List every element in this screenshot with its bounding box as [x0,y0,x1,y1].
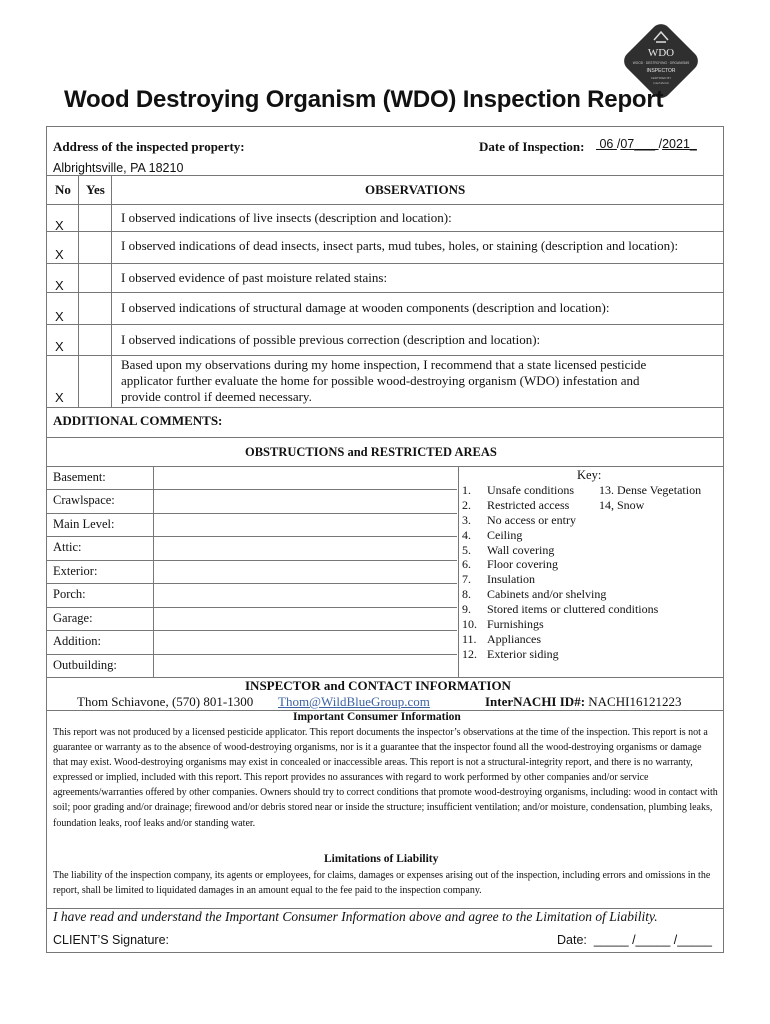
key-item: 12. Exterior siding [462,646,559,661]
divider [47,175,723,176]
key-title: Key: [577,468,602,482]
key-list [462,483,702,662]
key-item: 7. Insulation [462,572,535,587]
internachi-id [485,694,681,710]
key-item: 8. Cabinets and/or shelving [462,587,607,602]
observation-text: I observed indications of structural damage at wooden components (description and location): [121,300,610,315]
observation-text: Based upon my observations during my home inspection, I recommend that a state licensed pesticide applicator further evaluate the home for possible wood-destroying organism (WDO) infestation and provide control if deemed necessary. [121,357,647,404]
divider [47,437,723,438]
divider [47,324,723,325]
column-yes-header: Yes [86,182,105,197]
area-label: Exterior: [53,564,98,578]
area-label: Garage: [53,611,93,625]
logo-tagline: WOOD · DESTROYING · ORGANISMS [632,61,690,65]
signature-date-field[interactable]: _____ /_____ /_____ [593,933,713,947]
date-year: 2021 [662,137,690,151]
liability-text: The liability of the inspection company, its agents or employees, for claims, damages or expenses arising out of the inspection, including errors and omissions in the report, shall be limited to liquidated damages in an amount equal to the fee paid to the inspection company. [53,870,711,897]
area-label: Main Level: [53,517,115,531]
logo-small-line-2: InterNACHI [653,81,669,85]
date-day: 07 [620,137,635,151]
divider [47,489,457,490]
area-label: Attic: [53,540,82,554]
observation-text: I observed indications of dead insects, insect parts, mud tubes, holes, or staining (description and location): [121,238,679,253]
no-mark: X [55,339,64,354]
area-label: Outbuilding: [53,658,117,672]
divider [47,560,457,561]
column-divider [458,466,459,677]
divider [47,630,457,631]
area-label: Basement: [53,470,106,484]
internachi-id-value: NACHI16121223 [588,694,682,709]
no-mark: X [55,390,64,405]
divider [47,607,457,608]
page-title: Wood Destroying Organism (WDO) Inspection Report [64,86,664,113]
area-label: Addition: [53,634,101,648]
inspector-name-phone: Thom Schiavone, (570) 801-1300 [77,694,254,709]
observation-text: I observed indications of possible previous correction (description and location): [121,332,541,347]
column-divider [153,466,154,677]
column-no-header: No [55,182,71,197]
divider [47,355,723,356]
column-divider [111,175,112,407]
divider [47,407,723,408]
key-item: 4. Ceiling [462,527,523,542]
key-extra-item: 13. Dense Vegetation [599,483,702,497]
key-extra-item: 14, Snow [599,497,645,512]
divider [47,513,457,514]
key-item: 6. Floor covering [462,557,558,572]
address-value: Albrightsville, PA 18210 [53,161,184,175]
observations-heading: OBSERVATIONS [365,182,466,197]
key-item: 9. Stored items or cluttered conditions [462,602,659,617]
key-item: 11. Appliances [462,631,541,646]
consumer-info-heading: Important Consumer Information [293,711,461,723]
area-label: Crawlspace: [53,493,115,507]
divider [47,263,723,264]
key-item: 1. Unsafe conditions 13. Dense Vegetation [462,483,702,497]
divider [47,654,457,655]
column-divider [78,175,79,407]
inspection-form [46,126,724,953]
date-label: Date of Inspection: [479,139,585,154]
inspection-date: 06 /07___ /2021_ [599,137,697,151]
inspector-heading: INSPECTOR and CONTACT INFORMATION [245,678,511,693]
client-signature-label: CLIENT’S Signature: [53,933,170,947]
key-item: 3. No access or entry [462,512,576,527]
inspector-email-link[interactable]: Thom@WildBlueGroup.com [278,694,430,709]
logo-main-text: WDO [647,47,675,59]
no-mark: X [55,247,64,262]
internachi-id-label: InterNACHI ID#: [485,694,586,709]
signature-date [557,933,712,947]
divider [47,231,723,232]
observation-text: I observed indications of live insects (description and location): [121,210,452,225]
divider [47,292,723,293]
key-item: 10. Furnishings [462,617,544,632]
divider [47,466,723,467]
key-item: 5. Wall covering [462,542,555,557]
no-mark: X [55,278,64,293]
liability-heading: Limitations of Liability [324,853,439,865]
area-label: Porch: [53,587,86,601]
obstructions-heading: OBSTRUCTIONS and RESTRICTED AREAS [245,445,497,459]
key-item: 2. Restricted access 14, Snow [462,497,645,512]
address-label: Address of the inspected property: [53,139,245,154]
no-mark: X [55,309,64,324]
logo-small-line-1: CERTIFIED BY [650,76,672,80]
consumer-info-text: This report was not produced by a licensed pesticide applicator. This report documents the inspector’s observations at the time of the inspection. This report is not a guarantee or warranty as to the absence of wood-destroying organisms, nor is it a guarantee that the inspector found all the wood-destroying organisms or damage that may exist. Wood-destroying organisms may exist in concealed or inaccessible areas. This report is not a structural-integrity report, and there is no warranty, expressed or implied, included with this report. This report provides no assurances with regard to work performed by other companies and/or service agreements/warranties offered by other companies. Owners should try to correct conditions that promote wood-destroying organisms, including: wood in contact with soil; poor grading and/or drainage; firewood and/or debris stored near or inside the structure; insufficient ventilation; and/or moisture, condensation, plumbing leaks, foundation leaks, roof leaks and/or standing water. [53,727,718,829]
divider [47,583,457,584]
no-mark: X [55,218,64,233]
date-month: 06 [599,137,614,151]
logo-badge-text: INSPECTOR [646,68,676,74]
divider [47,204,723,205]
additional-comments-label: ADDITIONAL COMMENTS: [53,413,223,428]
agreement-statement: I have read and understand the Important Consumer Information above and agree to the Limitation of Liability. [53,909,658,924]
observation-text: I observed evidence of past moisture related stains: [121,270,388,285]
signature-date-label: Date: [557,933,587,947]
divider [47,536,457,537]
